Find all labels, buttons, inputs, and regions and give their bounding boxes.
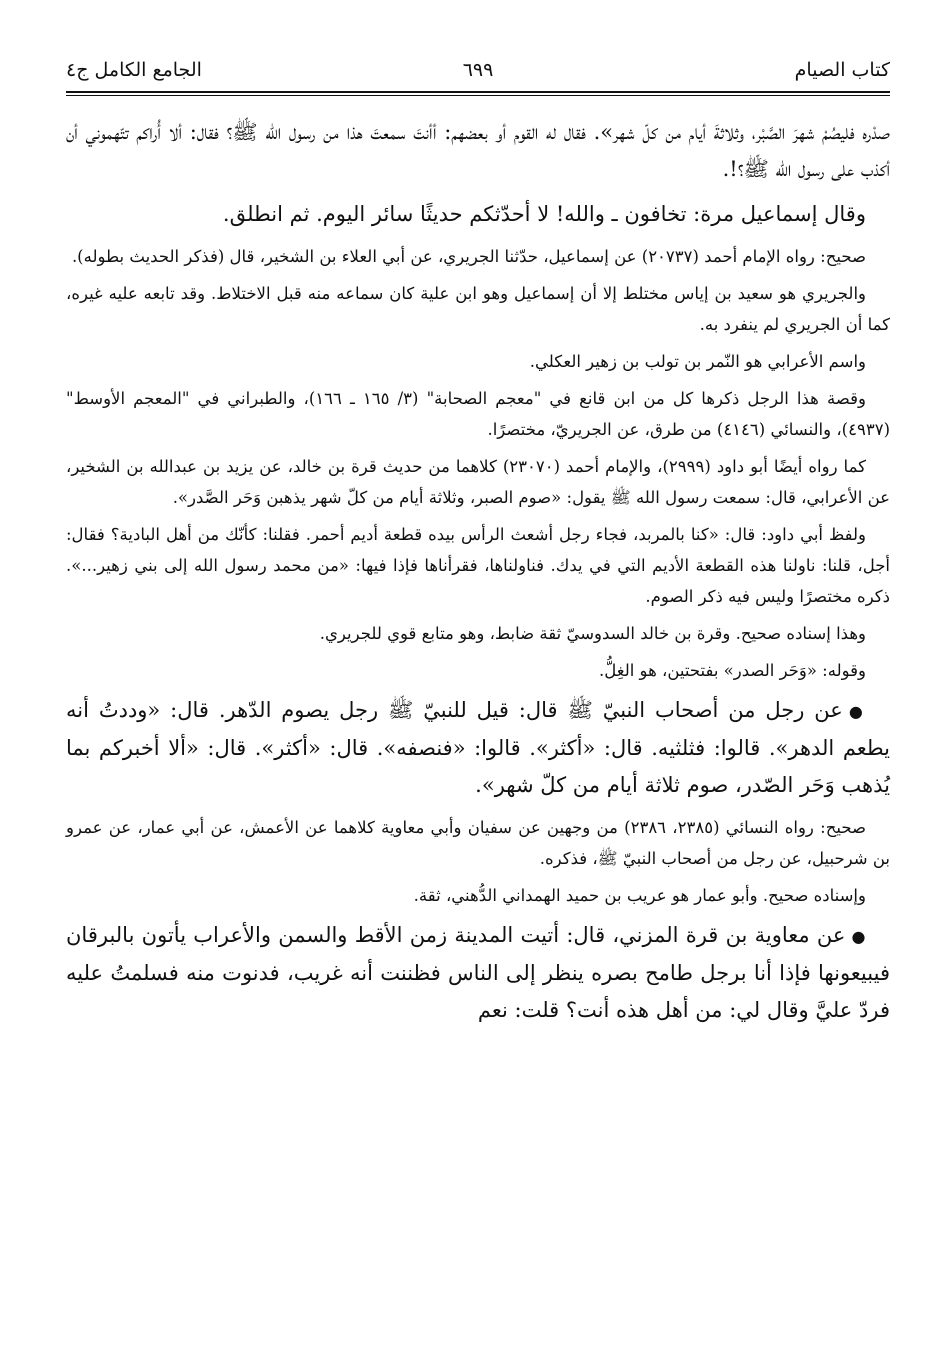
takhrij-note	[66, 880, 890, 911]
takhrij-note	[66, 519, 890, 612]
bullet-dot-icon: ●	[851, 927, 866, 946]
takhrij-note	[66, 383, 890, 445]
page-number: ٦٩٩	[462, 59, 494, 81]
note-text: وقصة هذا الرجل ذكرها كل من ابن قانع في "معجم الصحابة" (٣/ ١٦٥ ـ ١٦٦)، والطبراني في "المعجم الأوسط" (٤٩٣٧)، والنسائي (٤١٤٦) من طرق، عن الجريريّ، مختصرًا.	[66, 389, 890, 439]
takhrij-note	[66, 241, 890, 272]
paragraph-text: وقال إسماعيل مرة: تخافون ـ والله! لا أحدّثكم حديثًا سائر اليوم. ثم انطلق.	[222, 202, 866, 226]
takhrij-note	[66, 618, 890, 649]
document-page	[66, 52, 890, 1037]
note-text: كما رواه أيضًا أبو داود (٢٩٩٩)، والإمام أحمد (٢٣٠٧٠) كلاهما من حديث قرة بن خالد، عن يزيد بن عبدالله بن الشخير، عن الأعرابي، قال: سمعت رسول الله ﷺ يقول: «صوم الصبر، وثلاثة أيام من كلّ شهر يذهبن وَحَر الصَّدر».	[66, 457, 890, 507]
takhrij-note	[66, 812, 890, 874]
note-text: وهذا إسناده صحيح. وقرة بن خالد السدوسيّ ثقة ضابط، وهو متابع قوي للجريري.	[319, 624, 866, 643]
note-text: صحيح: رواه النسائي (٢٣٨٥، ٢٣٨٦) من وجهين عن سفيان وأبي معاوية كلاهما عن الأعمش، عن أبي عمار، عن عمرو بن شرحبيل، عن رجل من أصحاب النبيّ ﷺ، فذكره.	[66, 818, 890, 868]
bullet-dot-icon: ●	[848, 702, 866, 721]
paragraph	[66, 114, 890, 188]
note-text: وإسناده صحيح. وأبو عمار هو عريب بن حميد الهمداني الدُّهني، ثقة.	[413, 886, 866, 905]
paragraph-text: صدْره فليصُمْ شهرَ الصَّبْر، وثلاثةَ أيام من كلّ شهر». فقال له القوم أو بعضهم: أأنتَ سمعتَ هذا من رسول الله ﷺ؟ فقال: ألا أُراكم تتّهموني أن أكذب على رسول الله ﷺ؟!.	[66, 120, 890, 181]
note-text: واسم الأعرابي هو النّمر بن تولب بن زهير العكلي.	[529, 352, 866, 371]
page-body	[66, 114, 890, 1029]
note-text: والجريري هو سعيد بن إياس مختلط إلا أن إسماعيل وهو ابن علية كان سماعه منه قبل الاختلاط. وقد تابعه عليه غيره، كما أن الجريري لم ينفرد به.	[66, 284, 890, 334]
paragraph-text: عن معاوية بن قرة المزني، قال: أتيت المدينة زمن الأقط والسمن والأعراب يأتون بالبرقان فيبيعونها فإذا أنا برجل طامح بصره ينظر إلى الناس فظننت أنه غريب، فدنوت منه فسلمتُ عليه فردّ عليَّ وقال لي: من أهل هذه أنت؟ قلت: نعم	[66, 923, 890, 1022]
hadith-paragraph	[66, 692, 890, 804]
header-rule-thick	[66, 91, 890, 93]
takhrij-note	[66, 655, 890, 686]
chapter-title: كتاب الصيام	[794, 59, 890, 81]
takhrij-note	[66, 451, 890, 513]
paragraph-text: عن رجل من أصحاب النبيّ ﷺ قال: قيل للنبيّ ﷺ رجل يصوم الدّهر. قال: «وددتُ أنه يطعم الدهر». قالوا: فثلثيه. قال: «أكثر». قالوا: «فنصفه». قال: «أكثر». قال: «ألا أخبركم بما يُذهب وَحَر الصّدر، صوم ثلاثة أيام من كلّ شهر».	[66, 698, 890, 797]
hadith-paragraph	[66, 917, 890, 1029]
takhrij-note	[66, 278, 890, 340]
header-rule-thin	[66, 95, 890, 96]
page-header	[66, 52, 890, 88]
paragraph	[66, 196, 890, 233]
book-title: الجامع الكامل ج٤	[66, 59, 202, 81]
note-text: صحيح: رواه الإمام أحمد (٢٠٧٣٧) عن إسماعيل، حدّثنا الجريري، عن أبي العلاء بن الشخير، قال (فذكر الحديث بطوله).	[71, 247, 866, 266]
takhrij-note	[66, 346, 890, 377]
note-text: وقوله: «وَحَر الصدر» بفتحتين، هو الغِلُّ.	[599, 661, 866, 680]
note-text: ولفظ أبي داود: قال: «كنا بالمربد، فجاء رجل أشعث الرأس بيده قطعة أديم أحمر. فقلنا: كأنّك من أهل البادية؟ فقال: أجل، قلنا: ناولنا هذه القطعة الأديم التي في يدك. فناولناها، فقرأناها فإذا فيها: «من محمد رسول الله إلى بني زهير...». ذكره مختصرًا وليس فيه ذكر الصوم.	[66, 525, 890, 606]
